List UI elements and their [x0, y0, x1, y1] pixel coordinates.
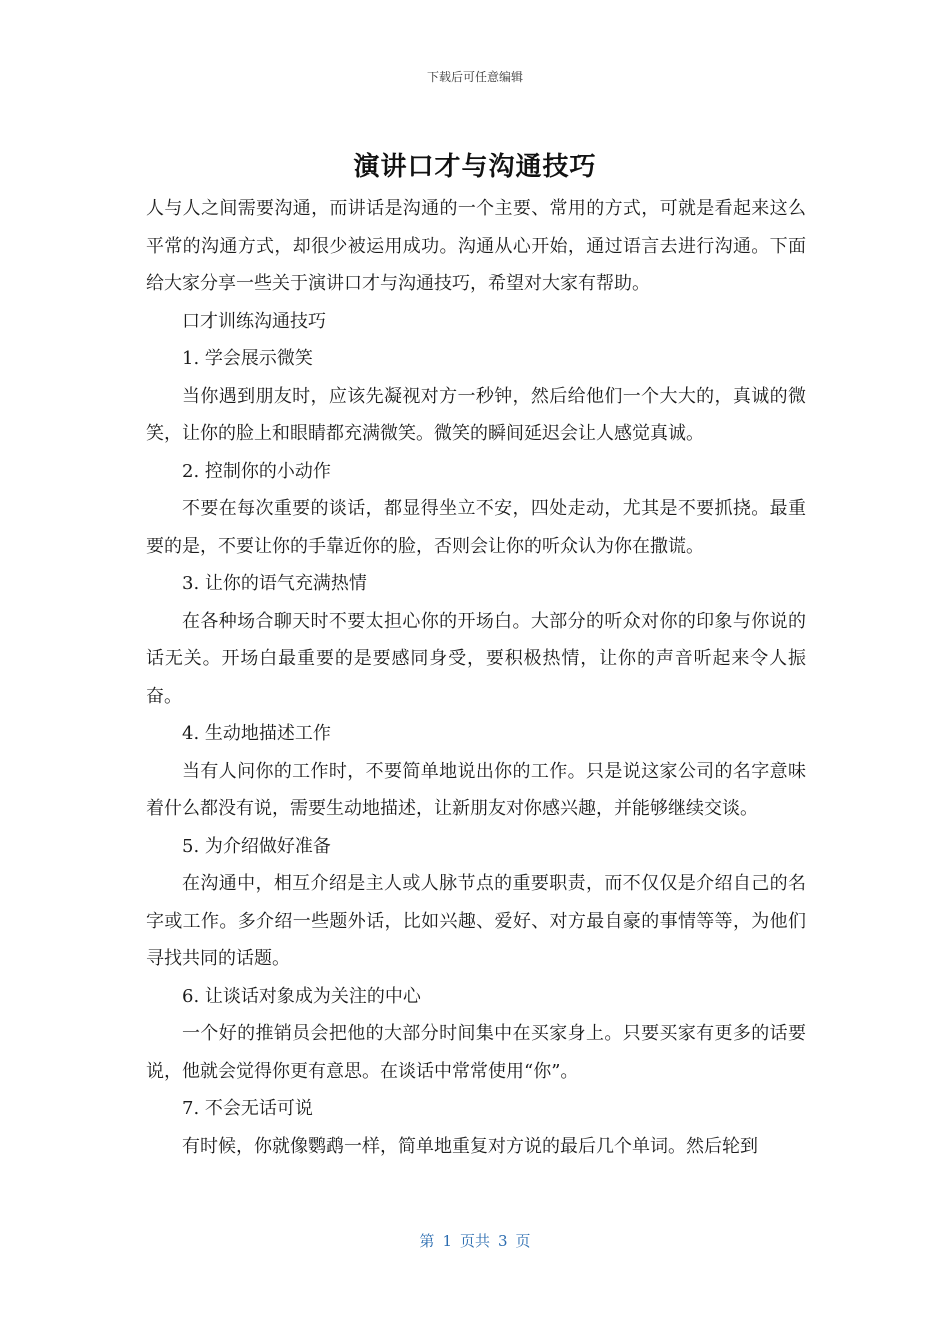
tip-paragraph-1: 当你遇到朋友时，应该先凝视对方一秒钟，然后给他们一个大大的，真诚的微笑，让你的脸上和眼睛都充满微笑。微笑的瞬间延迟会让人感觉真诚。: [146, 385, 806, 444]
document-body: [146, 190, 806, 1165]
tip-heading-7: 7. 不会无话可说: [182, 1098, 313, 1119]
tip-heading-5: 5. 为介绍做好准备: [182, 835, 331, 857]
tip-paragraph-7: 有时候，你就像鹦鹉一样，简单地重复对方说的最后几个单词。然后轮到: [182, 1135, 758, 1157]
tip-paragraph-2: 不要在每次重要的谈话，都显得坐立不安，四处走动，尤其是不要抓挠。最重要的是，不要让你的手靠近你的脸，否则会让你的听众认为你在撒谎。: [146, 498, 806, 557]
page-footer: [0, 1230, 950, 1251]
page-header-note: 下载后可任意编辑: [426, 70, 523, 84]
tip-paragraph-6: 一个好的推销员会把他的大部分时间集中在买家身上。只要买家有更多的话要说，他就会觉得你更有意思。在谈话中常常使用“你”。: [146, 1023, 806, 1082]
tip-heading-1: 1. 学会展示微笑: [182, 348, 313, 369]
footer-page-number: 1: [442, 1232, 452, 1250]
section-heading: 口才训练沟通技巧: [182, 310, 326, 332]
tip-paragraph-5: 在沟通中，相互介绍是主人或人脉节点的重要职责，而不仅仅是介绍自己的名字或工作。多介绍一些题外话，比如兴趣、爱好、对方最自豪的事情等等，为他们寻找共同的话题。: [146, 873, 806, 969]
tip-heading-2: 2. 控制你的小动作: [182, 460, 331, 482]
footer-prefix: 第: [419, 1232, 435, 1250]
intro-paragraph: 人与人之间需要沟通，而讲话是沟通的一个主要、常用的方式，可就是看起来这么平常的沟通方式，却很少被运用成功。沟通从心开始，通过语言去进行沟通。下面给大家分享一些关于演讲口才与沟通技巧，希望对大家有帮助。: [146, 198, 806, 294]
tip-paragraph-4: 当有人问你的工作时，不要简单地说出你的工作。只是说这家公司的名字意味着什么都没有说，需要生动地描述，让新朋友对你感兴趣，并能够继续交谈。: [146, 760, 806, 819]
tip-heading-6: 6. 让谈话对象成为关注的中心: [182, 985, 421, 1007]
footer-total-pages: 3: [498, 1232, 508, 1250]
tip-heading-3: 3. 让你的语气充满热情: [182, 573, 367, 594]
footer-middle: 页共: [459, 1232, 490, 1250]
tip-paragraph-3: 在各种场合聊天时不要太担心你的开场白。大部分的听众对你的印象与你说的话无关。开场白最重要的是要感同身受，要积极热情，让你的声音听起来令人振奋。: [146, 610, 806, 707]
tip-heading-4: 4. 生动地描述工作: [182, 723, 331, 744]
footer-suffix: 页: [515, 1232, 531, 1250]
document-title: 演讲口才与沟通技巧: [353, 152, 597, 182]
